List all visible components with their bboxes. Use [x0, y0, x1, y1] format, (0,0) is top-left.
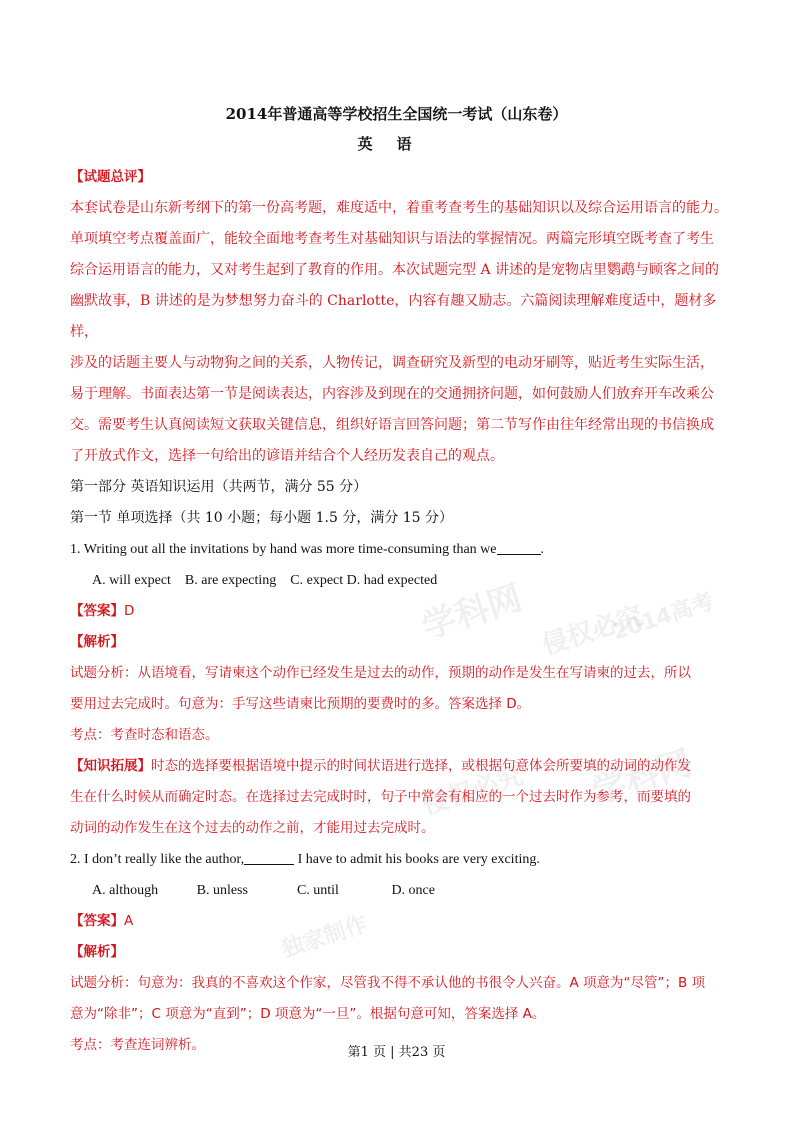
question-2-options: A. although B. unless C. until D. once [92, 883, 435, 898]
watermark-made: 独家制作 [278, 911, 371, 963]
analysis-line: 试题分析：从语境看，写请柬这个动作已经发生是过去的动作，预期的动作是发生在写请柬的过去，所以 [70, 665, 691, 681]
analysis-label: 【解析】 [70, 634, 124, 650]
page-footer: 第1 页 | 共23 页 [347, 1045, 446, 1060]
question-1-text: 1. Writing out all the invitations by hand was more time-consuming than we [70, 542, 497, 557]
review-line: 单项填空考点覆盖面广，能较全面地考查考生对基础知识与语法的掌握情况。两篇完形填空既考查了考生 [70, 231, 714, 247]
extension-line: 生在什么时候从而确定时态。在选择过去完成时时，句子中常会有相应的一个过去时作为参考，而要填的 [70, 789, 691, 805]
question-2-text-before: 2. I don’t really like the author, [70, 852, 245, 867]
question-2-answer [70, 906, 730, 937]
answer-label: 【答案】 [70, 603, 124, 619]
question-1-end: . [540, 542, 544, 557]
analysis-line: 要用过去完成时。句意为：手写这些请柬比预期的要费时的多。答案选择 D。 [70, 696, 531, 712]
review-line: 本套试卷是山东新考纲下的第一份高考题，难度适中，着重考查考生的基础知识以及综合运用语言的能力。 [70, 200, 728, 216]
analysis-label: 【解析】 [70, 944, 124, 960]
document-body [70, 162, 730, 1061]
review-label: 【试题总评】 [70, 169, 151, 185]
watermark-logo: 学科网 [417, 578, 527, 648]
answer-blank [497, 540, 541, 555]
review-line: 综合运用语言的能力，又对考生起到了教育的作用。本次试题完型 A 讲述的是宠物店里鹦鹉与顾客之间的 [70, 262, 720, 278]
review-line: 易于理解。书面表达第一节是阅读表达，内容涉及到现在的交通拥挤问题，如何鼓励人们放弃开车改乘公 [70, 386, 714, 402]
watermark-rights: 侵权必究 [418, 760, 527, 822]
knowledge-point: 考点：考查时态和语态。 [70, 727, 219, 743]
review-line: 涉及的话题主要人与动物狗之间的关系，人物传记，调查研究及新型的电动牙刷等，贴近考生实际生活， [70, 355, 714, 371]
section-heading: 第一节 单项选择（共 10 小题；每小题 1.5 分，满分 15 分） [70, 510, 454, 526]
question-2-stem [70, 844, 730, 875]
part-heading: 第一部分 英语知识运用（共两节，满分 55 分） [70, 479, 368, 495]
extension-line: 时态的选择要根据语境中提示的时间状语进行选择，或根据句意体会所要填的动词的动作发 [151, 758, 691, 774]
analysis-line: 试题分析：句意为：我真的不喜欢这个作家，尽管我不得不承认他的书很令人兴奋。A 项意为“尽管”；B 项 [70, 975, 706, 991]
watermark-logo: 学科网 [587, 743, 697, 813]
knowledge-point: 考点：考查连词辨析。 [70, 1037, 205, 1053]
watermark-year: 2014高考 [609, 589, 718, 646]
knowledge-extension [70, 751, 730, 782]
question-2-text-after: I have to admit his books are very exciting. [294, 852, 540, 867]
question-1-answer [70, 596, 730, 627]
review-line: 幽默故事，B 讲述的是为梦想努力奋斗的 Charlotte，内容有趣又励志。六篇阅读理解难度适中，题材多样， [70, 293, 717, 340]
answer-blank [244, 850, 294, 865]
exam-title: 2014年普通高等学校招生全国统一考试（山东卷） [225, 105, 568, 123]
extension-line: 动词的动作发生在这个过去的动作之前，才能用过去完成时。 [70, 820, 435, 836]
answer-label: 【答案】 [70, 913, 124, 929]
answer-value: A [124, 913, 134, 929]
question-1-stem [70, 534, 730, 565]
watermark-rights: 侵权必究 [538, 600, 647, 662]
analysis-line: 意为“除非”；C 项意为“直到”；D 项意为“一旦”。根据句意可知，答案选择 A。 [70, 1006, 546, 1022]
question-1-options: A. will expect B. are expecting C. expect D. had expected [92, 573, 438, 588]
review-line: 了开放式作文，选择一句给出的谚语并结合个人经历发表自己的观点。 [70, 448, 504, 464]
exam-subject: 英语 [357, 135, 436, 153]
answer-value: D [124, 603, 135, 619]
extension-label: 【知识拓展】 [70, 758, 151, 774]
review-line: 交。需要考生认真阅读短文获取关键信息，组织好语言回答问题；第二节写作由往年经常出现的书信换成 [70, 417, 714, 433]
